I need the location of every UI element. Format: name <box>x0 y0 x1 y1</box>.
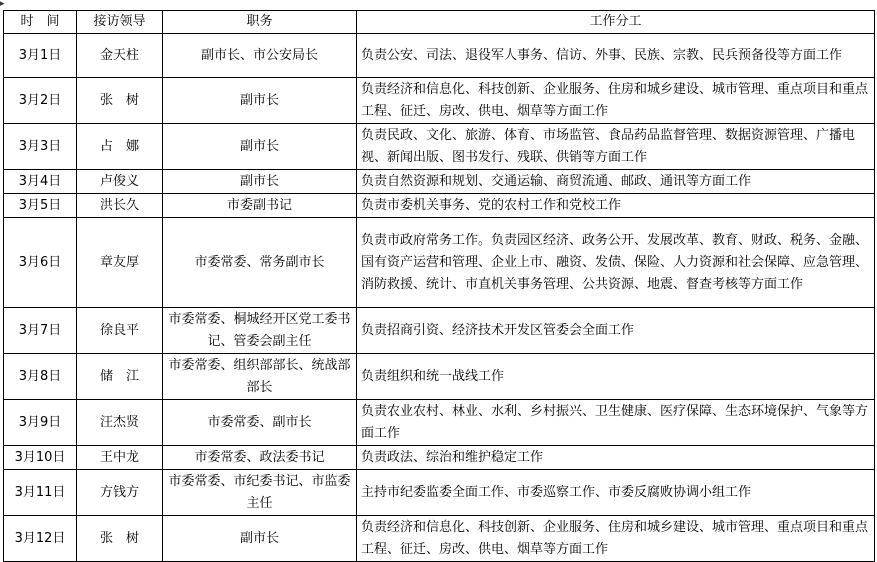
row-position: 市委常委、常务副市长 <box>163 218 357 308</box>
table-row <box>4 308 875 354</box>
row-date: 3月11日 <box>4 470 77 516</box>
row-position: 市委常委、副市长 <box>163 400 357 446</box>
table-row <box>4 446 875 470</box>
row-duties: 负责招商引资、经济技术开发区管委会全面工作 <box>357 308 875 354</box>
row-duties: 负责市委机关事务、党的农村工作和党校工作 <box>357 194 875 218</box>
row-leader: 徐良平 <box>77 308 163 354</box>
row-leader: 张 树 <box>77 78 163 124</box>
table-row <box>4 170 875 194</box>
row-position: 副市长 <box>163 170 357 194</box>
row-duties: 负责农业农村、林业、水利、乡村振兴、卫生健康、医疗保障、生态环境保护、气象等方面工作 <box>357 400 875 446</box>
row-duties: 负责公安、司法、退役军人事务、信访、外事、民族、宗教、民兵预备役等方面工作 <box>357 34 875 78</box>
row-leader: 卢俊义 <box>77 170 163 194</box>
row-leader: 金天柱 <box>77 34 163 78</box>
row-date: 3月10日 <box>4 446 77 470</box>
row-date: 3月6日 <box>4 218 77 308</box>
row-date: 3月1日 <box>4 34 77 78</box>
row-leader: 方钱方 <box>77 470 163 516</box>
row-date: 3月8日 <box>4 354 77 400</box>
header-leader: 接访领导 <box>77 11 163 34</box>
row-date: 3月3日 <box>4 124 77 170</box>
row-duties: 负责民政、文化、旅游、体育、市场监管、食品药品监督管理、数据资源管理、广播电视、新闻出版、图书发行、残联、供销等方面工作 <box>357 124 875 170</box>
row-date: 3月5日 <box>4 194 77 218</box>
row-date: 3月9日 <box>4 400 77 446</box>
table-header-row <box>4 11 875 34</box>
corner-mark: ▸ <box>0 0 5 9</box>
row-duties: 负责经济和信息化、科技创新、企业服务、住房和城乡建设、城市管理、重点项目和重点工程、征迁、房改、供电、烟草等方面工作 <box>357 516 875 562</box>
row-leader: 洪长久 <box>77 194 163 218</box>
row-position: 市委常委、桐城经开区党工委书记、管委会副主任 <box>163 308 357 354</box>
table-row <box>4 400 875 446</box>
row-leader: 章友厚 <box>77 218 163 308</box>
header-duties: 工作分工 <box>357 11 875 34</box>
table-row <box>4 354 875 400</box>
row-position: 副市长、市公安局长 <box>163 34 357 78</box>
row-position: 市委常委、政法委书记 <box>163 446 357 470</box>
row-duties: 负责市政府常务工作。负责园区经济、政务公开、发展改革、教育、财政、税务、金融、国有资产运营和管理、企业上市、融资、发债、保险、人力资源和社会保障、应急管理、消防救援、统计、市直机关事务管理、公共资源、地震、督查考核等方面工作 <box>357 218 875 308</box>
row-date: 3月12日 <box>4 516 77 562</box>
row-leader: 张 树 <box>77 516 163 562</box>
reception-schedule-table <box>3 10 875 562</box>
row-duties: 负责经济和信息化、科技创新、企业服务、住房和城乡建设、城市管理、重点项目和重点工程、征迁、房改、供电、烟草等方面工作 <box>357 78 875 124</box>
row-leader: 储 江 <box>77 354 163 400</box>
row-duties: 负责组织和统一战线工作 <box>357 354 875 400</box>
table-row <box>4 218 875 308</box>
table-row <box>4 124 875 170</box>
table-row <box>4 34 875 78</box>
row-duties: 主持市纪委监委全面工作、市委巡察工作、市委反腐败协调小组工作 <box>357 470 875 516</box>
table-row <box>4 78 875 124</box>
row-date: 3月4日 <box>4 170 77 194</box>
table-row <box>4 470 875 516</box>
row-date: 3月7日 <box>4 308 77 354</box>
row-position: 市委副书记 <box>163 194 357 218</box>
row-position: 副市长 <box>163 124 357 170</box>
row-position: 市委常委、组织部部长、统战部部长 <box>163 354 357 400</box>
row-position: 副市长 <box>163 516 357 562</box>
table-row <box>4 194 875 218</box>
row-duties: 负责自然资源和规划、交通运输、商贸流通、邮政、通讯等方面工作 <box>357 170 875 194</box>
row-position: 市委常委、市纪委书记、市监委主任 <box>163 470 357 516</box>
row-date: 3月2日 <box>4 78 77 124</box>
header-position: 职务 <box>163 11 357 34</box>
table-row <box>4 516 875 562</box>
row-leader: 占 娜 <box>77 124 163 170</box>
row-leader: 王中龙 <box>77 446 163 470</box>
row-leader: 汪杰贤 <box>77 400 163 446</box>
row-position: 副市长 <box>163 78 357 124</box>
header-date: 时 间 <box>4 11 77 34</box>
row-duties: 负责政法、综治和维护稳定工作 <box>357 446 875 470</box>
